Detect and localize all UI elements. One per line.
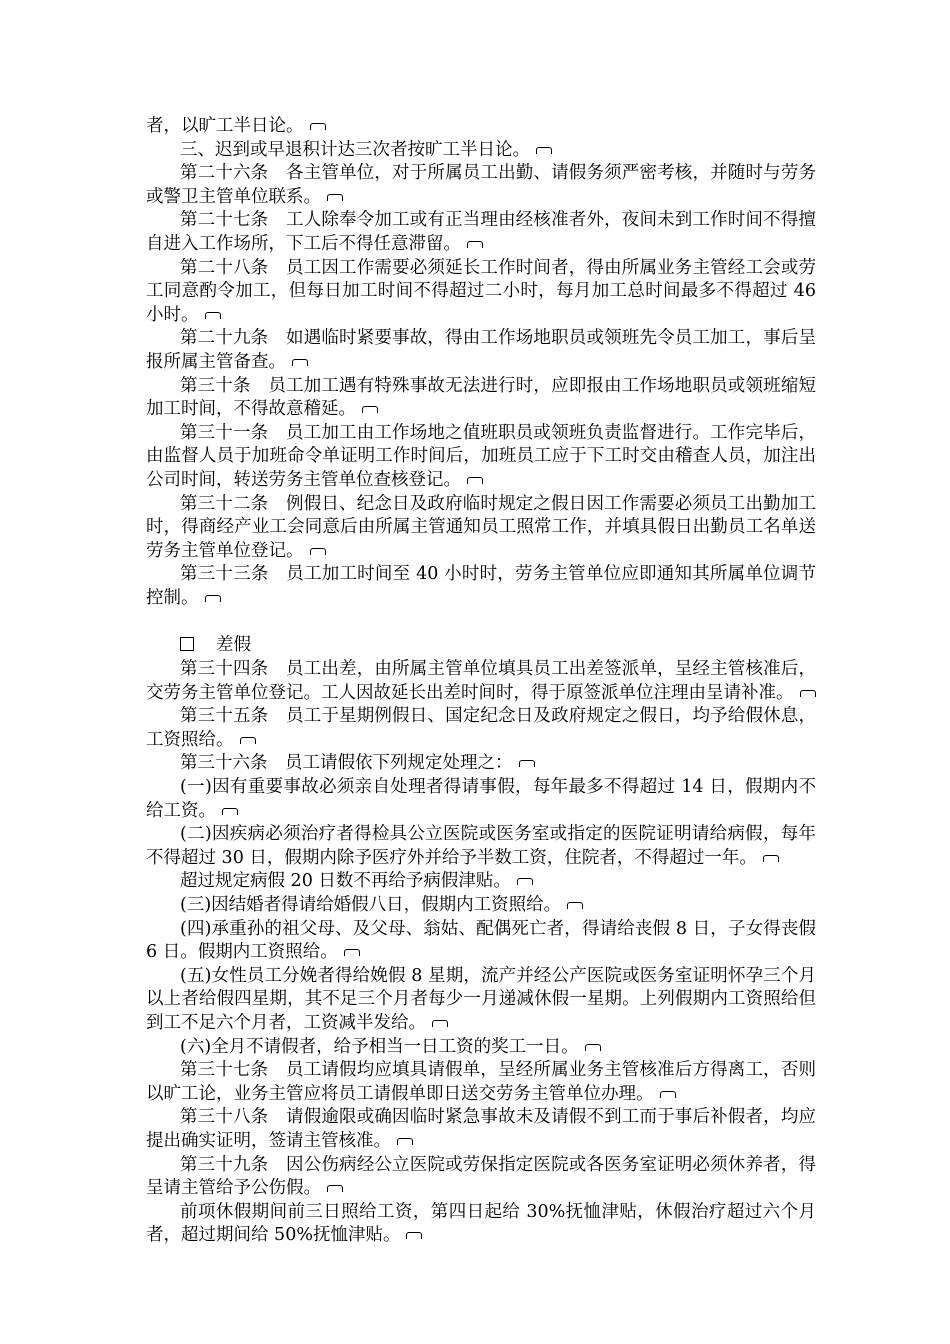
section-heading [146,634,816,658]
paragraph-mark-icon [763,855,779,862]
paragraph [146,257,816,328]
section-gap [146,610,816,634]
paragraph-text: 超过规定病假 20 日数不再给予病假津贴。 [180,871,511,892]
paragraph-text: (三)因结婚者得请给婚假八日，假期内工资照给。 [180,895,562,915]
paragraph-text: 第三十六条 员工请假依下列规定处理之： [180,753,513,774]
paragraph-mark-icon [222,808,238,815]
paragraph [146,752,816,776]
paragraph-text: 前项休假期间前三日照给工资，第四日起给 30%抚恤津贴，休假治疗超过六个月者，超过期间给 50%抚恤津贴。 [146,1201,816,1246]
paragraph-mark-icon [467,241,483,248]
paragraph-mark-icon [660,1091,676,1098]
paragraph [146,1106,816,1153]
paragraph-text: (二)因疾病必须治疗者得检具公立医院或医务室或指定的医院证明请给病假，每年不得超过 30 日，假期内除予医疗外并给予半数工资，住院者，不得超过一年。 [146,824,816,868]
paragraph-text: (一)因有重要事故必须亲自处理者得请事假，每年最多不得超过 14 日，假期内不给工资。 [146,777,816,821]
paragraph-group-overtime [146,115,816,610]
paragraph-mark-icon [310,123,326,130]
paragraph-text: 第三十九条 因公伤病经公立医院或劳保指定医院或各医务室证明必须休养者，得呈请主管给予公伤假。 [146,1154,816,1199]
paragraph-mark-icon [240,737,256,744]
paragraph [146,162,816,209]
paragraph [146,115,816,139]
document-body [146,115,816,1248]
paragraph-mark-icon [432,1020,448,1027]
paragraph-text: 第二十九条 如遇临时紧要事故，得由工作场地职员或领班先令员工加工，事后呈报所属主管备查。 [146,328,816,372]
paragraph-mark-icon [344,949,360,956]
paragraph [146,422,816,493]
paragraph-text: 第三十四条 员工出差，由所属主管单位填具员工出差签派单，呈经主管核准后，交劳务主管单位登记。工人因故延长出差时间时，得于原签派单位注理由呈请补准。 [146,659,816,703]
paragraph-mark-icon [519,760,535,767]
paragraph [146,1059,816,1106]
paragraph-text: 第二十七条 工人除奉令加工或有正当理由经核准者外，夜间未到工作时间不得擅自进入工作场所，下工后不得任意滞留。 [146,210,816,254]
paragraph [146,894,816,918]
paragraph-mark-icon [397,1138,413,1145]
checkbox-icon [180,637,194,651]
paragraph-mark-icon [205,595,221,602]
paragraph-text: 第二十六条 各主管单位，对于所属员工出勤、请假务须严密考核，并随时与劳务或警卫主管单位联系。 [146,163,816,207]
paragraph [146,209,816,256]
paragraph-mark-icon [517,878,533,885]
paragraph-text: 第三十八条 请假逾限或确因临时紧急事故未及请假不到工而于事后补假者，均应提出确实证明，签请主管核准。 [146,1107,816,1151]
paragraph-text: 第三十三条 员工加工时间至 40 小时时，劳务主管单位应即通知其所属单位调节控制。 [146,564,816,608]
paragraph-mark-icon [362,406,378,413]
paragraph [146,327,816,374]
paragraph-group-leave [146,658,816,1248]
paragraph-text: (五)女性员工分娩者得给娩假 8 星期，流产并经公产医院或医务室证明怀孕三个月以上者给假四星期，其不足三个月者每少一月递减休假一星期。上列假期内工资照给但到工不足六个月者，工资减半发给。 [146,965,816,1033]
paragraph [146,139,816,163]
paragraph [146,658,816,705]
paragraph-text: (四)承重孙的祖父母、及父母、翁姑、配偶死亡者，得请给丧假 8 日，子女得丧假 6 日。假期内工资照给。 [146,918,816,963]
paragraph-text: 第三十条 员工加工遇有特殊事故无法进行时，应即报由工作场地职员或领班缩短加工时间，不得故意稽延。 [146,375,816,420]
paragraph [146,375,816,422]
section-heading-text: 差假 [216,635,251,656]
paragraph-mark-icon [406,1232,422,1239]
paragraph [146,1154,816,1201]
paragraph [146,1036,816,1060]
paragraph-mark-icon [800,690,816,697]
paragraph [146,1201,816,1248]
paragraph-text: 三、迟到或早退积计达三次者按旷工半日论。 [180,139,530,160]
paragraph [146,776,816,823]
paragraph [146,493,816,564]
paragraph-text: 者，以旷工半日论。 [146,116,304,136]
paragraph [146,918,816,965]
paragraph-mark-icon [310,548,326,555]
paragraph [146,563,816,610]
paragraph-mark-icon [585,1044,601,1051]
paragraph-mark-icon [292,359,308,366]
paragraph-text: 第二十八条 员工因工作需要必须延长工作时间者，得由所属业务主管经工会或劳工同意酌令加工，但每日加工时间不得超过二小时，每月加工总时间最多不得超过 46 小时。 [146,257,816,325]
paragraph [146,705,816,752]
paragraph-text: (六)全月不请假者，给予相当一日工资的奖工一日。 [180,1036,579,1057]
paragraph [146,870,816,894]
paragraph-mark-icon [467,477,483,484]
paragraph-mark-icon [205,312,221,319]
paragraph-mark-icon [327,194,343,201]
paragraph [146,965,816,1036]
paragraph-mark-icon [327,1185,343,1192]
paragraph-text: 第三十五条 员工于星期例假日、国定纪念日及政府规定之假日，均予给假休息，工资照给。 [146,706,816,750]
paragraph-text: 第三十一条 员工加工由工作场地之值班职员或领班负责监督进行。工作完毕后，由监督人员于加班命令单证明工作时间后，加班员工应于下工时交由稽查人员，加注出公司时间，转送劳务主管单位查核登记。 [146,422,816,490]
paragraph [146,823,816,870]
paragraph-mark-icon [567,902,583,909]
paragraph-text: 第三十七条 员工请假均应填具请假单，呈经所属业务主管核准后方得离工，否则以旷工论，业务主管应将员工请假单即日送交劳务主管单位办理。 [146,1060,816,1104]
paragraph-mark-icon [536,147,552,154]
paragraph-text: 第三十二条 例假日、纪念日及政府临时规定之假日因工作需要必须员工出勤加工时，得商经产业工会同意后由所属主管通知员工照常工作，并填具假日出勤员工名单送劳务主管单位登记。 [146,493,816,561]
